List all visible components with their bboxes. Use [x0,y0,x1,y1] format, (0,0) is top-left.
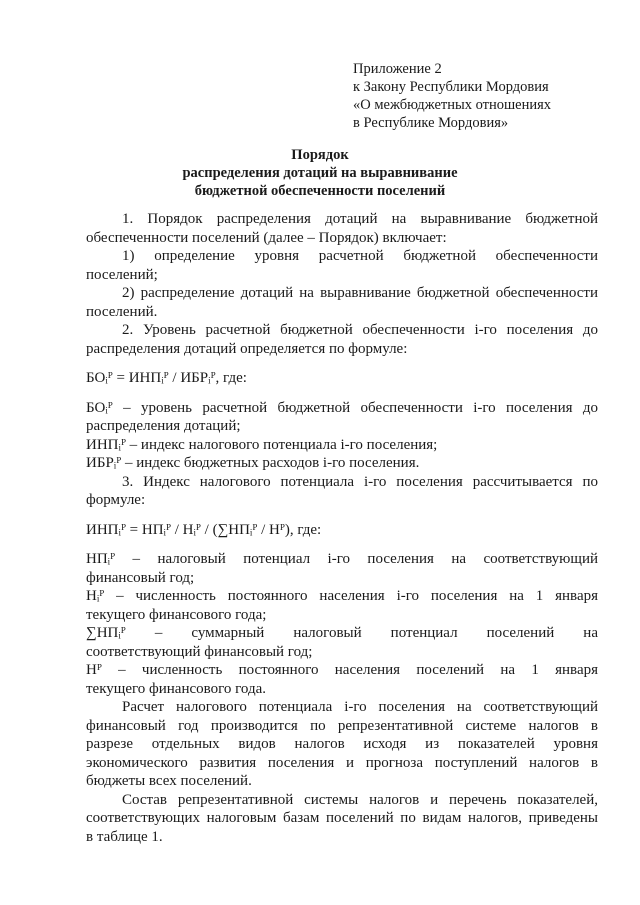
paragraph-line: формуле: [86,492,146,508]
appendix-line: Приложение 2 [353,61,442,77]
definition-line: финансовый год; [86,569,195,586]
appendix-line: в Республике Мордовия» [353,115,509,131]
paragraph-line: 3. Индекс налогового потенциала i-го поселения рассчитывается по [122,473,598,490]
paragraph-line: 1) определение уровня расчетной бюджетной обеспеченности [122,248,598,264]
title-line: Порядок [291,147,349,163]
paragraph-line: 1. Порядок распределения дотаций на выравнивание бюджетной [122,211,598,227]
definition-line: ∑НПᵢᴾ – суммарный налоговый потенциал поселений на [86,625,598,641]
definition-line: Нᴾ – численность постоянного населения поселений на 1 января [86,662,598,678]
definition-line: Нᵢᴾ – численность постоянного населения i-го поселения на 1 января [86,588,598,604]
document-body [86,210,598,846]
appendix-line: к Закону Республики Мордовия [353,79,549,95]
title-line: распределения дотаций на выравнивание [182,165,458,181]
paragraph-line: поселений; [86,266,158,283]
paragraph-line: разрезе отдельных видов налогов исходя из показателей уровня [86,736,598,752]
paragraph-line: экономического развития поселения и прогноза поступлений налогов в [86,754,598,771]
paragraph-line: в таблице 1. [86,828,163,845]
paragraph-line: поселений. [86,303,158,320]
appendix-line: «О межбюджетных отношениях [353,97,552,113]
paragraph-line: 2. Уровень расчетной бюджетной обеспеченности i-го поселения до [122,322,598,338]
definition-line: ИБРᵢᴾ – индекс бюджетных расходов i-го поселения. [86,455,420,471]
definition-line: текущего финансового года. [86,680,267,697]
definition-line: распределения дотаций; [86,418,241,434]
paragraph-line: 2) распределение дотаций на выравнивание бюджетной обеспеченности [122,285,598,301]
paragraph-line: финансовый год производится по репрезентативной системе налогов в [86,717,598,734]
title-line: бюджетной обеспеченности поселений [194,183,446,199]
definition-line: соответствующий финансовый год; [86,643,313,660]
formula: ИНПᵢᴾ = НПᵢᴾ / Нᵢᴾ / (∑НПᵢᴾ / Нᴾ), где: [86,521,322,538]
definition-line: НПᵢᴾ – налоговый потенциал i-го поселения на соответствующий [86,551,598,567]
definition-line: БОᵢᴾ – уровень расчетной бюджетной обеспеченности i-го поселения до [86,399,598,416]
paragraph-line: обеспеченности поселений (далее – Порядок) включает: [86,229,447,246]
paragraph-line: соответствующих налоговым базам поселений по видам налогов, приведены [86,810,598,826]
definition-line: текущего финансового года; [86,606,267,623]
paragraph-line: Расчет налогового потенциала i-го поселения на соответствующий [122,699,598,715]
formula: БОᵢᴾ = ИНПᵢᴾ / ИБРᵢᴾ, где: [86,370,247,386]
paragraph-line: распределения дотаций определяется по формуле: [86,340,408,357]
appendix-header [353,60,551,132]
paragraph-line: Состав репрезентативной системы налогов и перечень показателей, [122,791,598,808]
paragraph-line: бюджеты всех поселений. [86,773,252,789]
document-title [0,146,640,200]
definition-line: ИНПᵢᴾ – индекс налогового потенциала i-го поселения; [86,436,438,453]
